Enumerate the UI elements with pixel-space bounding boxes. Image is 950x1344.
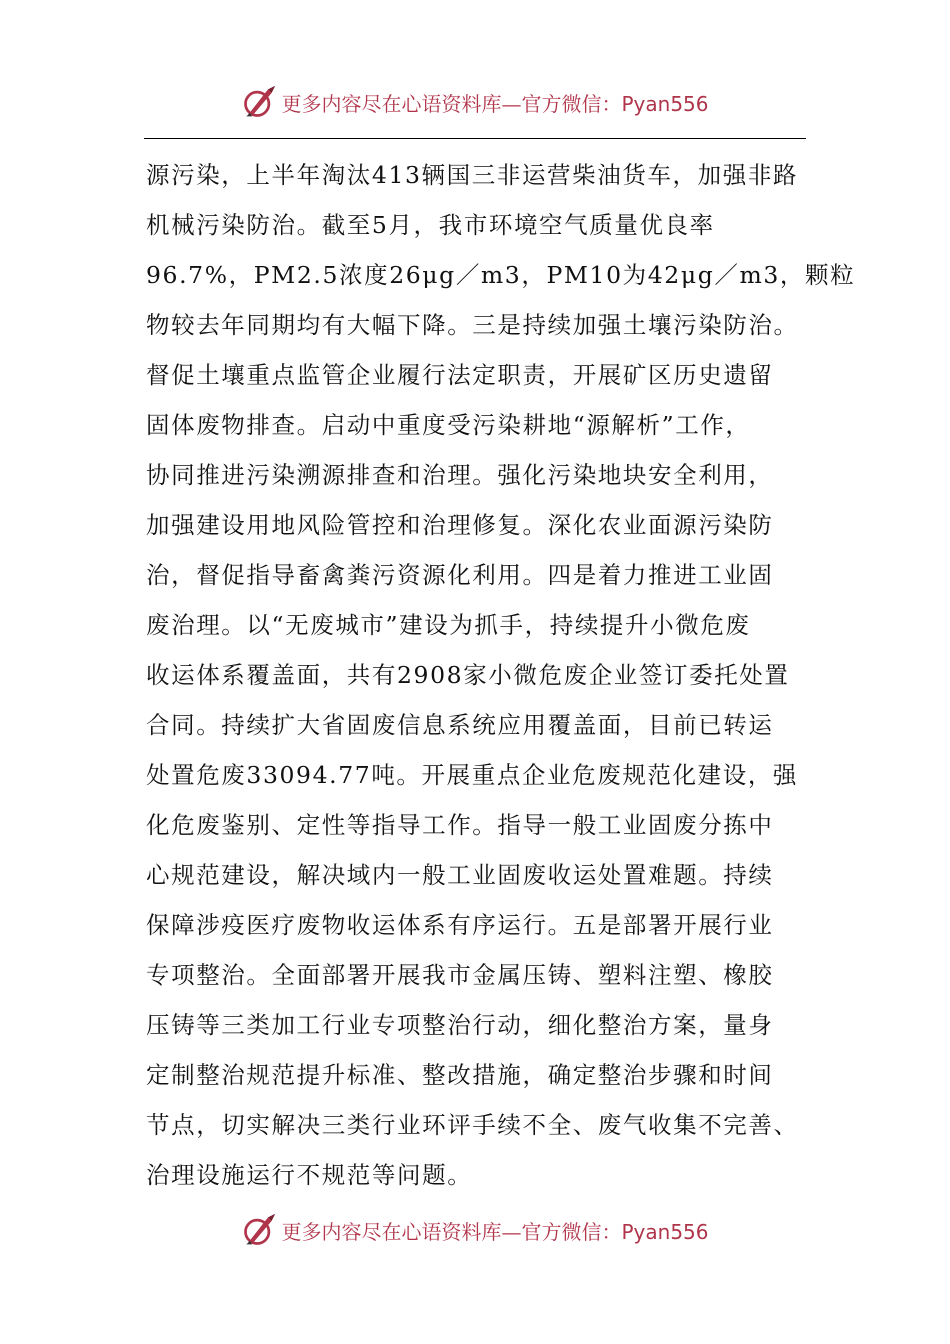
body-line: 心规范建设，解决域内一般工业固废收运处置难题。持续 bbox=[146, 861, 774, 889]
body-line: 96.7%，PM2.5浓度26μg／m3，PM10为42μg／m3，颗粒 bbox=[146, 261, 856, 289]
body-line: 合同。持续扩大省固废信息系统应用覆盖面，目前已转运 bbox=[146, 711, 774, 739]
quill-pen-logo-icon bbox=[241, 1212, 277, 1248]
header-banner-handle: Pyan556 bbox=[621, 91, 709, 116]
body-line: 定制整治规范提升标准、整改措施，确定整治步骤和时间 bbox=[146, 1061, 774, 1089]
body-line: 处置危废33094.77吨。开展重点企业危废规范化建设，强 bbox=[146, 761, 799, 789]
footer-banner bbox=[0, 1208, 950, 1252]
header-banner-label: 更多内容尽在心语资料库—官方微信： bbox=[281, 91, 622, 116]
body-line: 收运体系覆盖面，共有2908家小微危废企业签订委托处置 bbox=[146, 661, 790, 689]
header-banner bbox=[0, 80, 950, 124]
quill-pen-logo-icon bbox=[241, 84, 277, 120]
body-line: 节点，切实解决三类行业环评手续不全、废气收集不完善、 bbox=[146, 1111, 799, 1139]
body-line: 机械污染防治。截至5月，我市环境空气质量优良率 bbox=[146, 211, 715, 239]
body-line: 固体废物排查。启动中重度受污染耕地“源解析”工作， bbox=[146, 411, 751, 439]
body-line: 督促土壤重点监管企业履行法定职责，开展矿区历史遗留 bbox=[146, 361, 774, 389]
footer-banner-text bbox=[281, 1216, 708, 1245]
body-line: 源污染，上半年淘汰413辆国三非运营柴油货车，加强非路 bbox=[146, 161, 799, 189]
body-line: 治理设施运行不规范等问题。 bbox=[146, 1161, 473, 1189]
body-line: 保障涉疫医疗废物收运体系有序运行。五是部署开展行业 bbox=[146, 911, 774, 939]
body-line: 物较去年同期均有大幅下降。三是持续加强土壤污染防治。 bbox=[146, 311, 799, 339]
document-body bbox=[146, 150, 856, 1200]
body-line: 加强建设用地风险管控和治理修复。深化农业面源污染防 bbox=[146, 511, 774, 539]
body-line: 化危废鉴别、定性等指导工作。指导一般工业固废分拣中 bbox=[146, 811, 774, 839]
body-line: 废治理。以“无废城市”建设为抓手，持续提升小微危废 bbox=[146, 611, 751, 639]
header-banner-text bbox=[281, 88, 708, 117]
body-line: 专项整治。全面部署开展我市金属压铸、塑料注塑、橡胶 bbox=[146, 961, 774, 989]
footer-banner-label: 更多内容尽在心语资料库—官方微信： bbox=[281, 1219, 622, 1244]
body-line: 协同推进污染溯源排查和治理。强化污染地块安全利用， bbox=[146, 461, 774, 489]
body-line: 压铸等三类加工行业专项整治行动，细化整治方案，量身 bbox=[146, 1011, 774, 1039]
header-divider bbox=[144, 138, 806, 139]
body-line: 治，督促指导畜禽粪污资源化利用。四是着力推进工业固 bbox=[146, 561, 774, 589]
footer-banner-handle: Pyan556 bbox=[621, 1219, 709, 1244]
